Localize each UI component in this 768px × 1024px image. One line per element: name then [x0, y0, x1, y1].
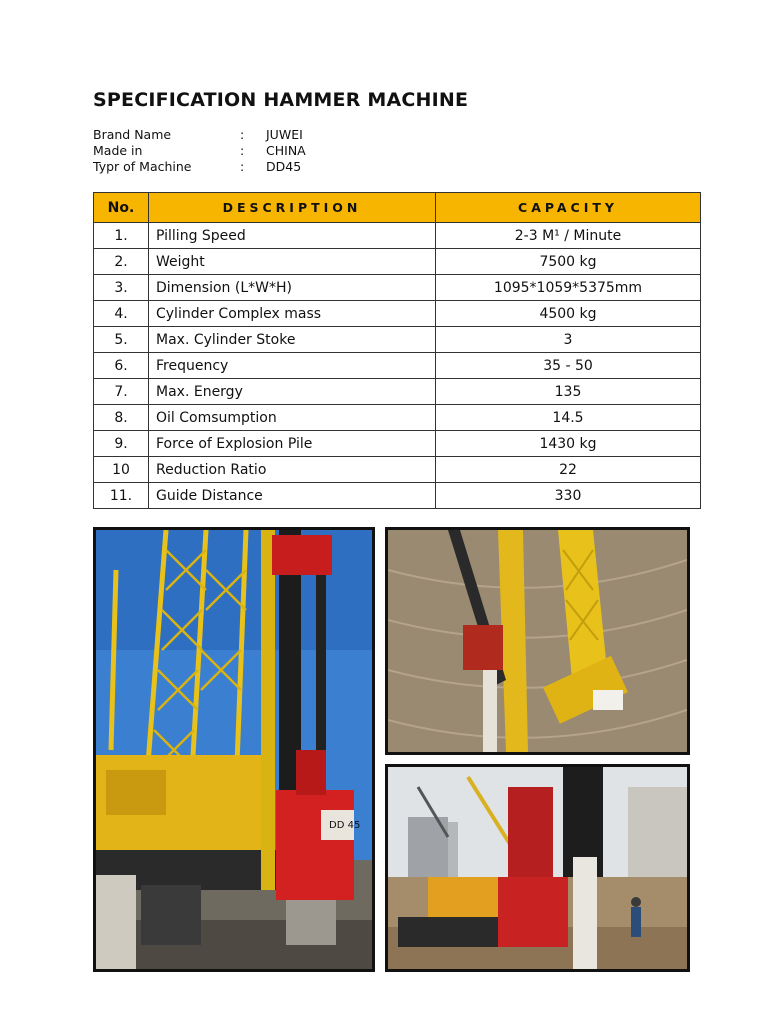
info-value: CHINA [266, 143, 306, 158]
row-capacity: 14.5 [436, 405, 701, 431]
row-description: Force of Explosion Pile [149, 431, 436, 457]
row-capacity: 22 [436, 457, 701, 483]
info-label: Typr of Machine [93, 159, 192, 174]
row-number: 5. [94, 327, 149, 353]
row-number: 4. [94, 301, 149, 327]
spec-table [93, 192, 701, 509]
row-number: 11. [94, 483, 149, 509]
crane-hammer-illustration [96, 530, 372, 969]
row-description: Dimension (L*W*H) [149, 275, 436, 301]
machine-info [93, 127, 306, 175]
row-capacity: 330 [436, 483, 701, 509]
info-colon: : [240, 143, 245, 158]
page-title: SPECIFICATION HAMMER MACHINE [93, 89, 469, 111]
row-description: Max. Cylinder Stoke [149, 327, 436, 353]
row-number: 9. [94, 431, 149, 457]
row-capacity: 7500 kg [436, 249, 701, 275]
hammer-label: DD 45 [329, 820, 361, 831]
table-row [94, 405, 701, 431]
info-row-origin [93, 143, 306, 159]
row-capacity: 2-3 M¹ / Minute [436, 223, 701, 249]
photo-top-view [385, 527, 690, 755]
row-capacity: 35 - 50 [436, 353, 701, 379]
header-description: DESCRIPTION [149, 193, 436, 223]
row-description: Oil Comsumption [149, 405, 436, 431]
row-number: 6. [94, 353, 149, 379]
row-number: 10 [94, 457, 149, 483]
table-row [94, 223, 701, 249]
row-description: Max. Energy [149, 379, 436, 405]
table-row [94, 379, 701, 405]
table-row [94, 249, 701, 275]
photo-construction-site [385, 764, 690, 972]
row-number: 8. [94, 405, 149, 431]
construction-site-illustration [388, 767, 687, 969]
row-description: Frequency [149, 353, 436, 379]
table-row [94, 483, 701, 509]
table-row [94, 327, 701, 353]
table-row [94, 457, 701, 483]
info-colon: : [240, 159, 245, 174]
header-capacity: CAPACITY [436, 193, 701, 223]
table-row [94, 353, 701, 379]
row-capacity: 1095*1059*5375mm [436, 275, 701, 301]
info-value: JUWEI [266, 127, 303, 142]
top-view-illustration [388, 530, 687, 752]
row-capacity: 135 [436, 379, 701, 405]
row-capacity: 3 [436, 327, 701, 353]
table-row [94, 301, 701, 327]
photo-crane-hammer [93, 527, 375, 972]
row-capacity: 1430 kg [436, 431, 701, 457]
info-colon: : [240, 127, 245, 142]
row-number: 2. [94, 249, 149, 275]
info-row-brand [93, 127, 306, 143]
header-no: No. [94, 193, 149, 223]
row-description: Guide Distance [149, 483, 436, 509]
row-description: Reduction Ratio [149, 457, 436, 483]
info-value: DD45 [266, 159, 302, 174]
row-number: 7. [94, 379, 149, 405]
table-row [94, 275, 701, 301]
table-header-row [94, 193, 701, 223]
info-label: Brand Name [93, 127, 172, 142]
row-number: 1. [94, 223, 149, 249]
info-label: Made in [93, 143, 143, 158]
row-number: 3. [94, 275, 149, 301]
info-row-type [93, 159, 306, 175]
row-description: Weight [149, 249, 436, 275]
table-row [94, 431, 701, 457]
row-description: Pilling Speed [149, 223, 436, 249]
row-description: Cylinder Complex mass [149, 301, 436, 327]
row-capacity: 4500 kg [436, 301, 701, 327]
